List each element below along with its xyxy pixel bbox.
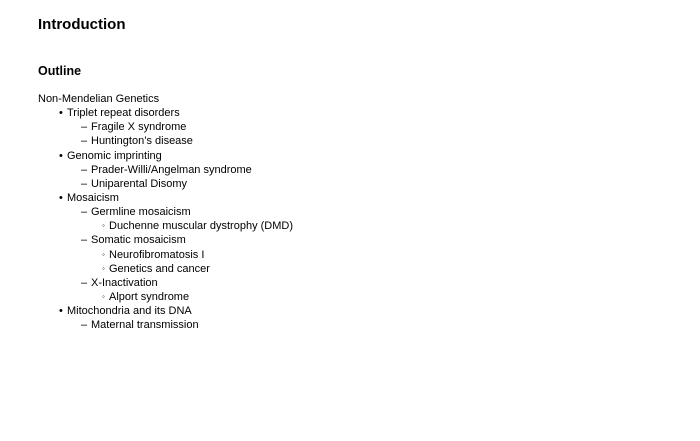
bullet-marker: • — [59, 107, 63, 120]
outline-item-label: Alport syndrome — [109, 290, 190, 303]
section-title: Outline — [38, 64, 82, 78]
dash-marker: – — [81, 135, 88, 148]
outline-subsubitem — [38, 290, 293, 304]
outline-item-label: Somatic mosaicism — [91, 234, 186, 247]
outline-item-label: Fragile X syndrome — [91, 121, 187, 134]
outline-item-label: X-Inactivation — [91, 276, 158, 289]
circle-marker: ◦ — [102, 263, 105, 273]
outline-topic-label: Non-Mendelian Genetics — [38, 93, 160, 105]
outline-item — [38, 149, 293, 163]
outline-subitem — [38, 205, 293, 219]
bullet-marker: • — [59, 305, 63, 318]
circle-marker: ◦ — [102, 221, 105, 231]
dash-marker: – — [81, 177, 88, 190]
outline-item-label: Mitochondria and its DNA — [67, 305, 192, 318]
outline-item-label: Huntington’s disease — [91, 135, 193, 148]
outline-subsubitem — [38, 262, 293, 276]
outline-item-label: Genetics and cancer — [109, 262, 210, 275]
outline-item-label: Germline mosaicism — [91, 206, 191, 219]
outline-item-label: Maternal transmission — [91, 319, 199, 332]
outline-item-label: Duchenne muscular dystrophy (DMD) — [109, 220, 294, 233]
outline-subsubitem — [38, 219, 293, 233]
outline-item-label: Genomic imprinting — [67, 149, 162, 162]
outline-list — [38, 92, 293, 332]
outline-subitem — [38, 233, 293, 247]
outline-topic — [38, 92, 293, 106]
bullet-marker: • — [59, 149, 63, 162]
circle-marker: ◦ — [102, 249, 105, 259]
outline-subitem — [38, 134, 293, 148]
dash-marker: – — [81, 234, 88, 247]
dash-marker: – — [81, 121, 88, 134]
dash-marker: – — [81, 206, 88, 219]
outline-item-label: Neurofibromatosis I — [109, 248, 205, 261]
outline-item-label: Uniparental Disomy — [91, 177, 187, 190]
outline-subitem — [38, 120, 293, 134]
dash-marker: – — [81, 319, 88, 332]
page-title: Introduction — [38, 16, 126, 33]
outline-subitem — [38, 276, 293, 290]
circle-marker: ◦ — [102, 291, 105, 301]
outline-subsubitem — [38, 248, 293, 262]
dash-marker: – — [81, 163, 88, 176]
outline-subitem — [38, 318, 293, 332]
outline-subitem — [38, 163, 293, 177]
outline-item — [38, 106, 293, 120]
outline-item — [38, 191, 293, 205]
outline-item-label: Triplet repeat disorders — [67, 107, 180, 120]
outline-item-label: Mosaicism — [67, 191, 119, 204]
outline-subitem — [38, 177, 293, 191]
bullet-marker: • — [59, 191, 63, 204]
outline-item — [38, 304, 293, 318]
outline-item-label: Prader-Willi/Angelman syndrome — [91, 163, 252, 176]
dash-marker: – — [81, 276, 88, 289]
